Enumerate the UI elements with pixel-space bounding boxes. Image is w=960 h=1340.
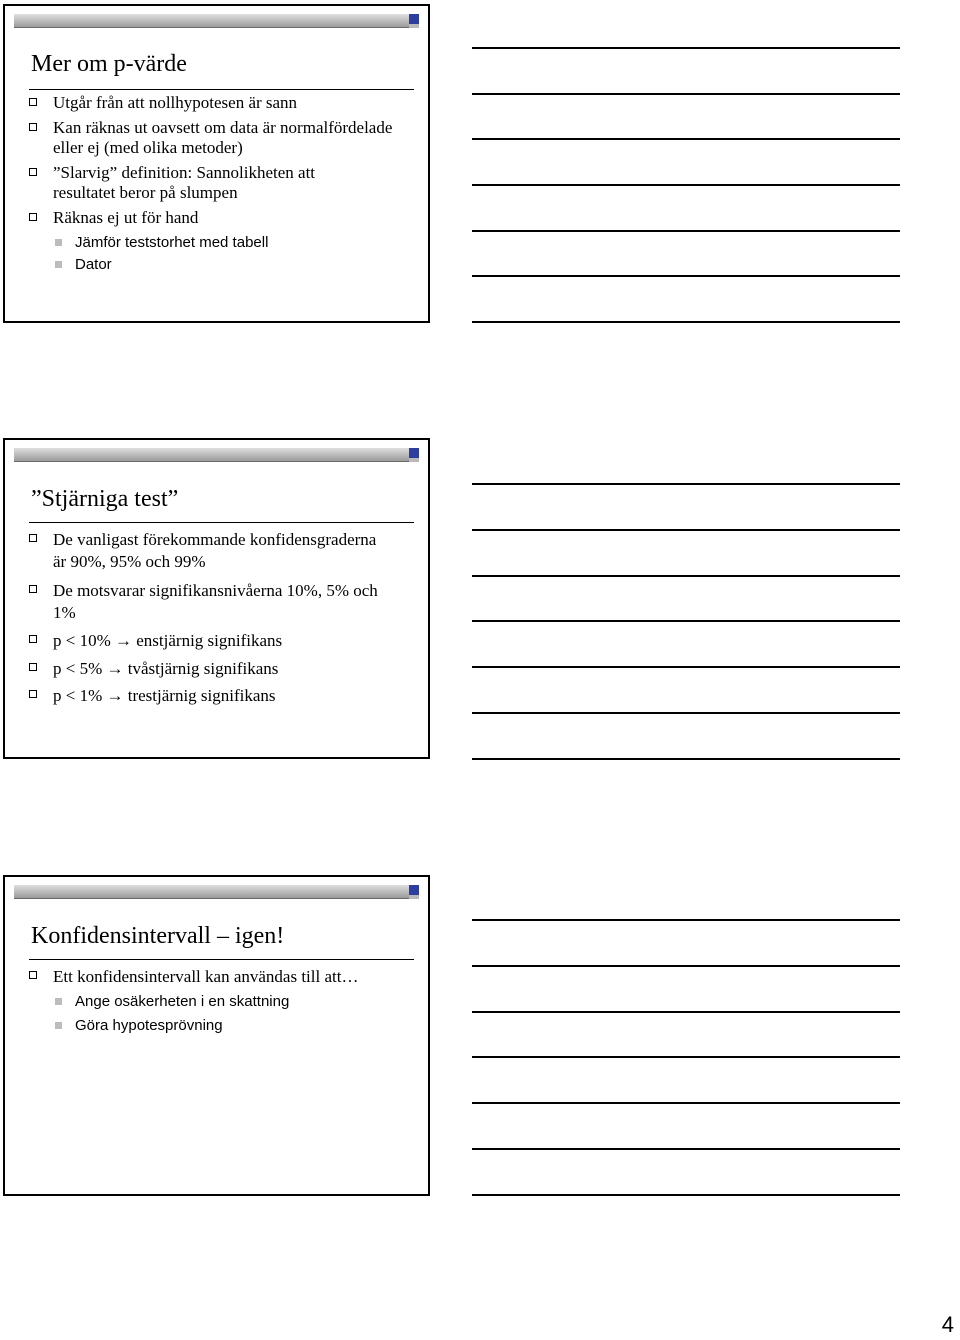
note-line: [472, 1102, 900, 1104]
note-line: [472, 919, 900, 921]
square-bullet-icon: [29, 663, 37, 671]
note-line: [472, 483, 900, 485]
sub-bullet-item: Dator: [55, 255, 395, 275]
note-line: [472, 138, 900, 140]
square-bullet-icon: [29, 213, 37, 221]
square-bullet-icon: [29, 168, 37, 176]
slide-title-bar: [14, 885, 419, 899]
slide-3: [3, 875, 430, 1196]
note-line: [472, 1056, 900, 1058]
note-line: [472, 666, 900, 668]
sub-bullet-item: Ange osäkerheten i en skattning: [55, 992, 395, 1012]
gray-square-bullet-icon: [55, 998, 62, 1005]
note-line: [472, 575, 900, 577]
note-line: [472, 758, 900, 760]
title-underline: [29, 959, 414, 960]
bullet-item: p < 5% → tvåstjärnig signifikans: [29, 658, 399, 680]
page-number: 4: [941, 1312, 954, 1337]
bullet-item: Räknas ej ut för hand: [29, 208, 399, 228]
note-line: [472, 321, 900, 323]
note-line: [472, 965, 900, 967]
bullet-item: De vanligast förekommande konfidensgraderna är 90%, 95% och 99%: [29, 529, 399, 573]
square-bullet-icon: [29, 635, 37, 643]
note-line: [472, 47, 900, 49]
gray-square-bullet-icon: [55, 1022, 62, 1029]
slide-title: ”Stjärniga test”: [31, 486, 179, 512]
bullet-item: p < 10% → enstjärnig signifikans: [29, 630, 399, 652]
gray-square-bullet-icon: [55, 239, 62, 246]
slide-title: Mer om p-värde: [31, 51, 187, 77]
bullet-item: De motsvarar signifikansnivåerna 10%, 5% och 1%: [29, 580, 399, 624]
title-underline: [29, 522, 414, 523]
square-bullet-icon: [29, 123, 37, 131]
bullet-item: ”Slarvig” definition: Sannolikheten att resultatet beror på slumpen: [29, 163, 399, 203]
bullet-item: Ett konfidensintervall kan användas till att…: [29, 966, 399, 988]
bullet-item: Kan räknas ut oavsett om data är normalfördelade eller ej (med olika metoder): [29, 118, 399, 158]
note-line: [472, 184, 900, 186]
slide-1: [3, 4, 430, 323]
gray-square-bullet-icon: [55, 261, 62, 268]
note-line: [472, 93, 900, 95]
title-underline: [29, 89, 414, 90]
bullet-item: Utgår från att nollhypotesen är sann: [29, 93, 399, 113]
slide-title: Konfidensintervall – igen!: [31, 923, 285, 949]
square-bullet-icon: [29, 585, 37, 593]
square-bullet-icon: [29, 690, 37, 698]
note-line: [472, 1148, 900, 1150]
square-bullet-icon: [29, 98, 37, 106]
note-line: [472, 529, 900, 531]
note-line: [472, 620, 900, 622]
sub-bullet-item: Jämför teststorhet med tabell: [55, 233, 395, 253]
sub-bullet-item: Göra hypotesprövning: [55, 1016, 395, 1036]
note-line: [472, 1011, 900, 1013]
bullet-item: p < 1% → trestjärnig signifikans: [29, 685, 399, 707]
note-line: [472, 230, 900, 232]
note-line: [472, 712, 900, 714]
square-bullet-icon: [29, 534, 37, 542]
note-line: [472, 1194, 900, 1196]
slide-title-bar: [14, 14, 419, 28]
slide-title-bar: [14, 448, 419, 462]
note-line: [472, 275, 900, 277]
square-bullet-icon: [29, 971, 37, 979]
slide-2: [3, 438, 430, 759]
